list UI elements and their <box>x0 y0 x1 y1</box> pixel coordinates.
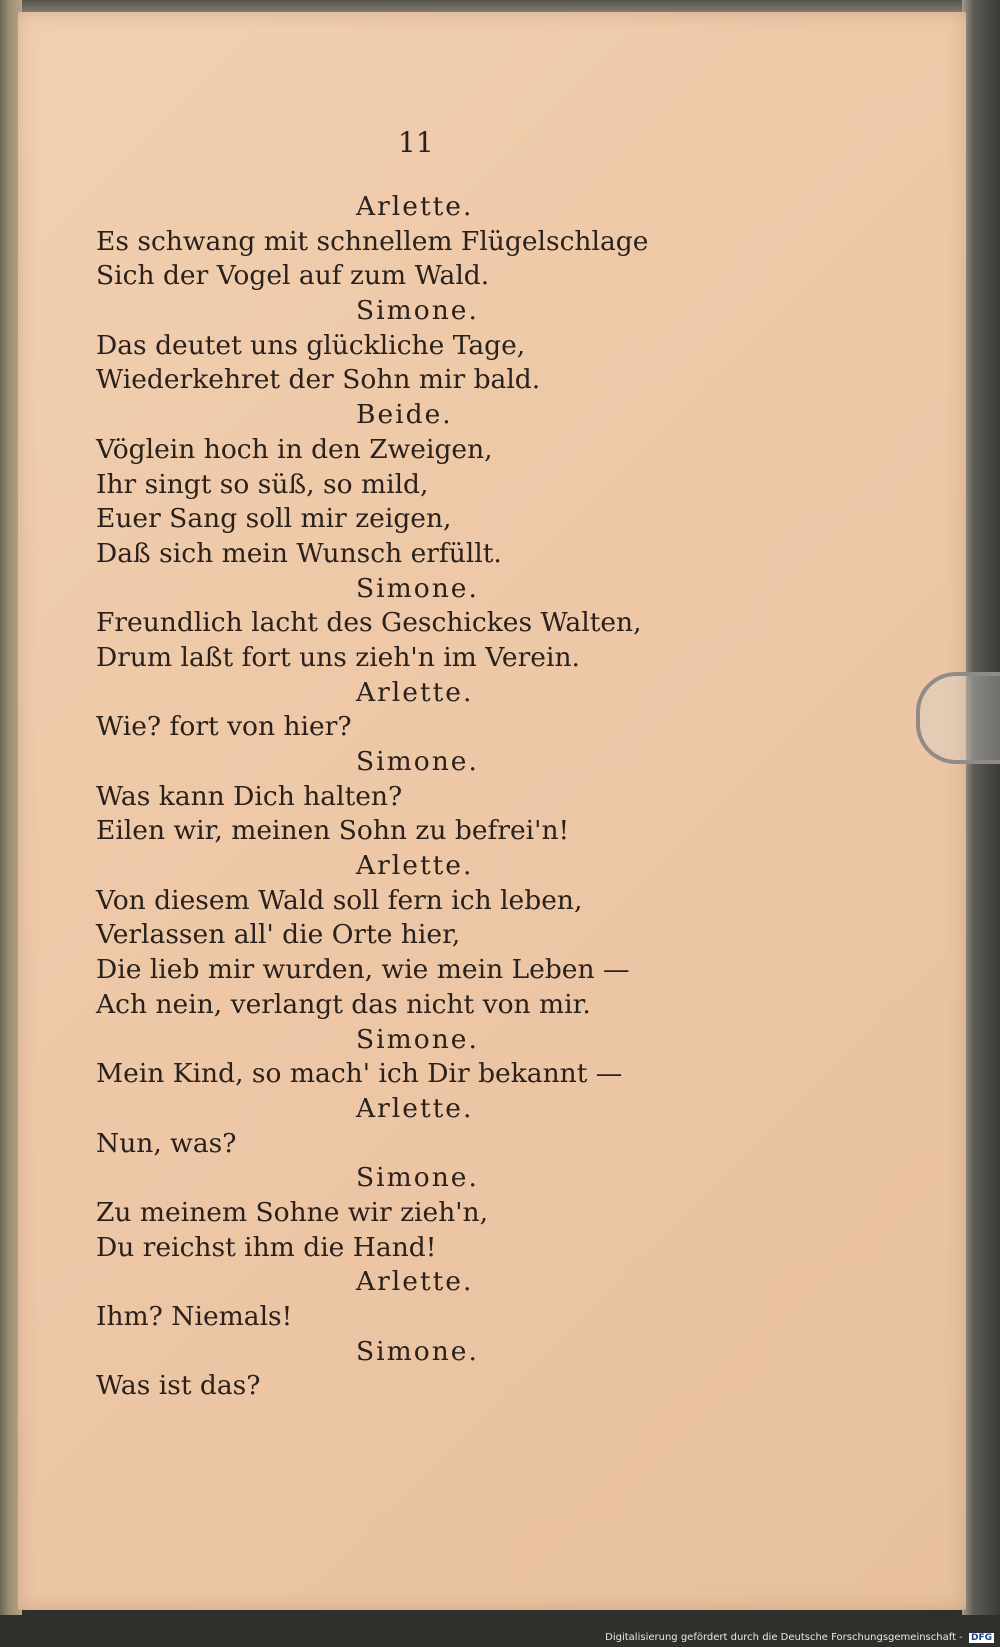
verse-line: Wie? fort von hier? <box>96 711 352 743</box>
verse-line: Was kann Dich halten? <box>96 780 403 812</box>
page-clip <box>916 672 1000 764</box>
verse-line: Vöglein hoch in den Zweigen, <box>96 433 493 465</box>
verse-line: Du reichst ihm die Hand! <box>96 1231 437 1263</box>
footer-text: Digitalisierung gefördert durch die Deutsche Forschungsgemeinschaft - <box>605 1632 963 1643</box>
speaker-name: Arlette. <box>356 676 474 708</box>
verse-line: Ihm? Niemals! <box>96 1301 293 1332</box>
speaker-name: Simone. <box>356 1335 479 1367</box>
speaker-name: Arlette. <box>356 1266 474 1298</box>
verse-line: Zu meinem Sohne wir zieh'n, <box>96 1196 489 1228</box>
speaker-name: Simone. <box>356 1162 479 1194</box>
verse-line: Daß sich mein Wunsch erfüllt. <box>96 537 502 569</box>
speaker-name: Simone. <box>356 746 479 777</box>
verse-line: Das deutet uns glückliche Tage, <box>96 329 526 361</box>
verse-line: Euer Sang soll mir zeigen, <box>96 503 452 535</box>
speaker-name: Arlette. <box>356 850 474 882</box>
verse-line: Die lieb mir wurden, wie mein Leben — <box>96 954 630 986</box>
speaker-name: Simone. <box>356 295 479 327</box>
speaker-name: Simone. <box>356 572 479 604</box>
verse-line: Freundlich lacht des Geschickes Walten, <box>96 607 642 639</box>
speaker-name: Arlette. <box>356 191 474 222</box>
verse-line: Wiederkehret der Sohn mir bald. <box>96 364 541 396</box>
book-right-edge <box>962 0 1000 1615</box>
digitization-footer <box>605 1632 994 1643</box>
verse-line: Verlassen all' die Orte hier, <box>96 919 461 951</box>
speaker-name: Arlette. <box>356 1092 474 1124</box>
dfg-logo-icon: DFG <box>970 1633 992 1643</box>
verse-line: Ihr singt so süß, so mild, <box>96 468 429 500</box>
verse-line: Nun, was? <box>96 1127 237 1159</box>
verse-line: Sich der Vogel auf zum Wald. <box>96 260 490 292</box>
verse-line: Von diesem Wald soll fern ich leben, <box>96 884 583 916</box>
verse-line: Es schwang mit schnellem Flügelschlage <box>96 225 649 257</box>
page-number: 11 <box>398 126 434 159</box>
verse-line: Was ist das? <box>96 1370 261 1402</box>
verse-line: Ach nein, verlangt das nicht von mir. <box>96 988 591 1020</box>
speaker-name: Beide. <box>356 399 453 431</box>
verse-line: Mein Kind, so mach' ich Dir bekannt — <box>96 1058 623 1090</box>
verse-line: Eilen wir, meinen Sohn zu befrei'n! <box>96 815 570 847</box>
speaker-name: Simone. <box>356 1023 479 1055</box>
text-block <box>96 190 696 1404</box>
verse-line: Drum laßt fort uns zieh'n im Verein. <box>96 641 580 673</box>
